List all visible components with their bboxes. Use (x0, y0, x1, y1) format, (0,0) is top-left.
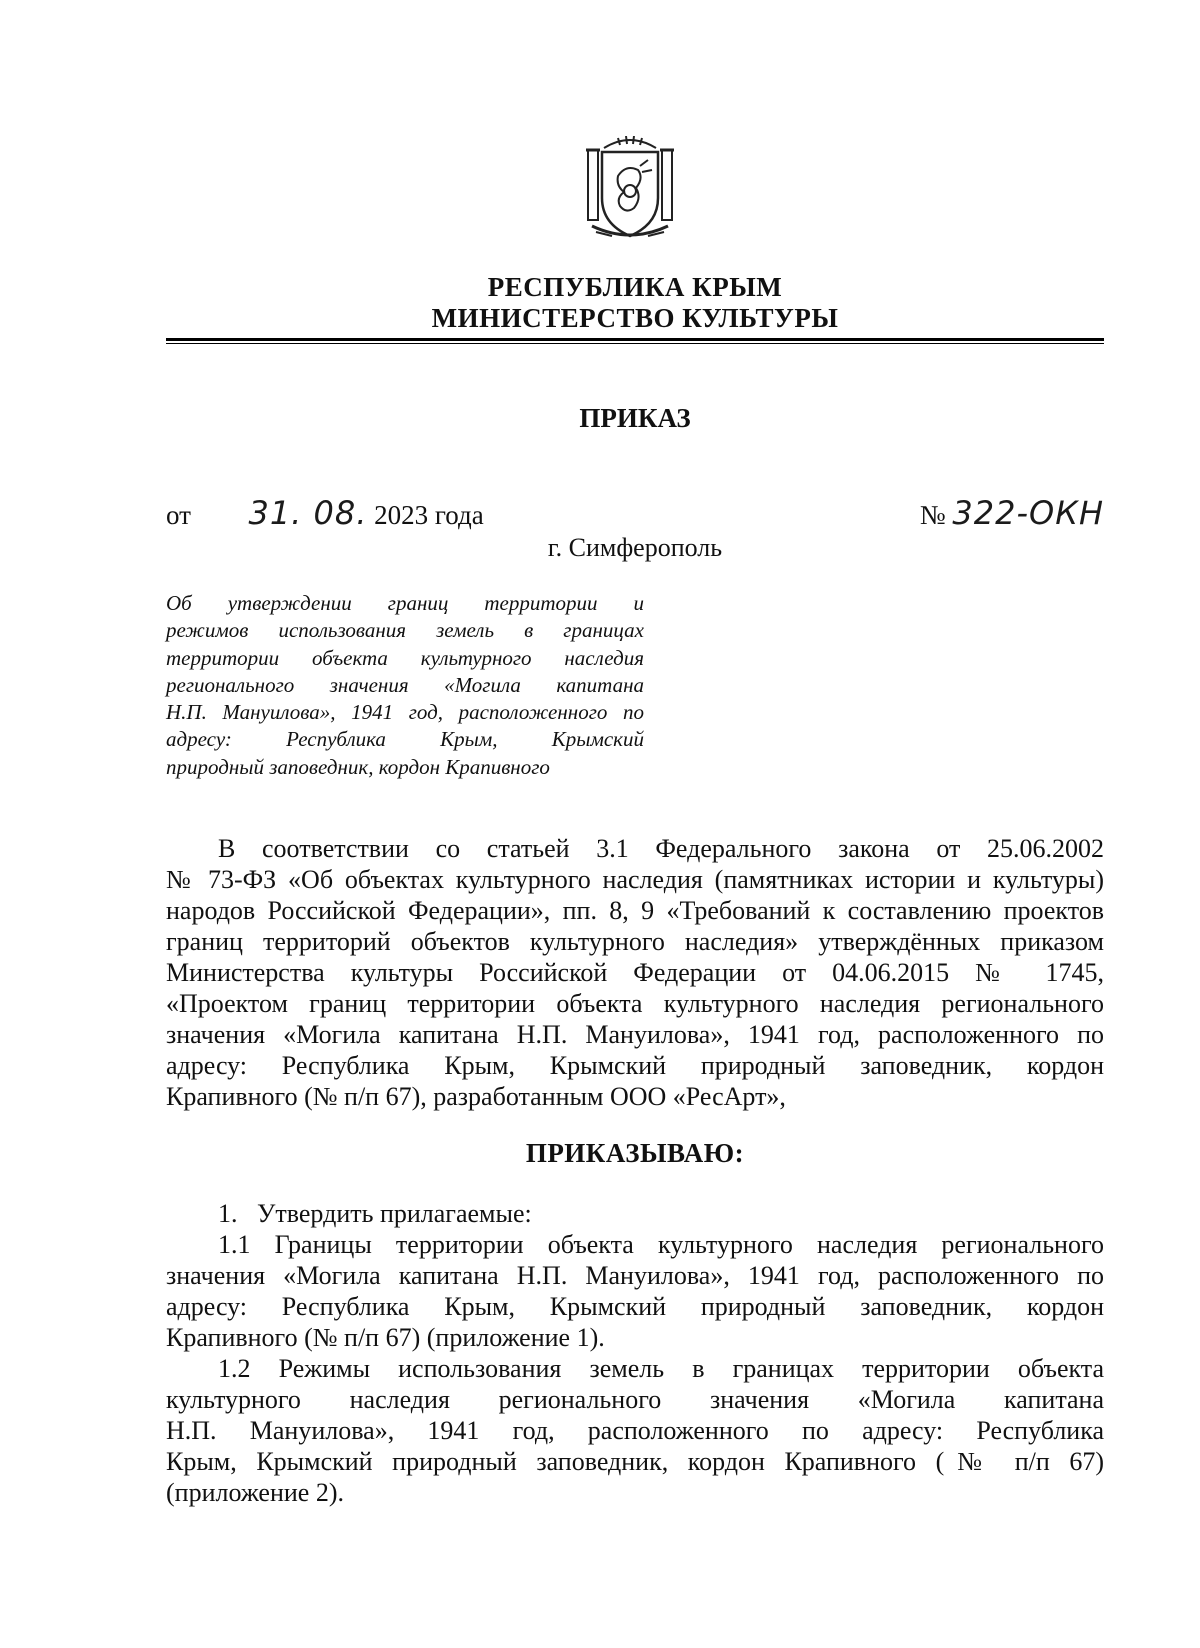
subject-line: природный заповедник, кордон Крапивного (166, 754, 550, 779)
city: г. Симферополь (547, 533, 723, 562)
item-1-2-line: Н.П. Мануилова», 1941 год, расположенного по адресу: Республика (166, 1416, 1104, 1445)
item-1-1-line: адресу: Республика Крым, Крымский природный заповедник, кордон (166, 1292, 1104, 1321)
date-year: 2023 года (374, 500, 484, 530)
order-items (166, 1198, 1104, 1508)
item-1-1-line: значения «Могила капитана Н.П. Мануилова», 1941 год, расположенного по (166, 1261, 1104, 1290)
subject-line: территории объекта культурного наследия (166, 645, 644, 670)
document-type: ПРИКАЗ (579, 403, 691, 433)
header-divider-thin (166, 343, 1104, 344)
preamble-line: границ территорий объектов культурного наследия» утверждённых приказом (166, 927, 1104, 956)
item-1: 1. Утвердить прилагаемые: (218, 1199, 532, 1228)
subject-line: Об утверждении границ территории и (166, 591, 644, 615)
order-number (920, 494, 1104, 532)
number-prefix: № (919, 500, 946, 530)
ministry-title: МИНИСТЕРСТВО КУЛЬТУРЫ (431, 303, 839, 333)
order-date (166, 494, 484, 532)
preamble-paragraph (166, 833, 1104, 1112)
preamble-line: адресу: Республика Крым, Крымский природный заповедник, кордон (166, 1051, 1104, 1080)
preamble-line: Крапивного (№ п/п 67), разработанным ООО «РесАрт», (166, 1082, 786, 1111)
subject-line: адресу: Республика Крым, Крымский (166, 727, 644, 752)
order-heading: ПРИКАЗЫВАЮ: (525, 1138, 745, 1168)
header-divider-thick (166, 338, 1104, 341)
republic-title: РЕСПУБЛИКА КРЫМ (487, 272, 783, 302)
item-1-2-line: (приложение 2). (166, 1478, 345, 1507)
item-1-2-line: 1.2 Режимы использования земель в границах территории объекта (218, 1354, 1104, 1383)
preamble-line: Министерства культуры Российской Федерации от 04.06.2015 № 1745, (166, 958, 1104, 987)
handwritten-date: 31. 08. (248, 494, 368, 532)
crimea-coat-of-arms-icon (582, 136, 678, 246)
date-prefix: от (166, 500, 191, 530)
subject-line: Н.П. Мануилова», 1941 год, расположенного по (166, 700, 644, 725)
order-subject (166, 590, 644, 781)
preamble-line: № 73-ФЗ «Об объектах культурного наследия (памятниках истории и культуры) (166, 865, 1104, 894)
item-1-2-line: культурного наследия регионального значения «Могила капитана (166, 1385, 1104, 1414)
handwritten-number: 322-ОКН (952, 494, 1104, 532)
item-1-2-line: Крым, Крымский природный заповедник, кордон Крапивного (№ п/п 67) (166, 1447, 1104, 1476)
subject-line: регионального значения «Могила капитана (166, 672, 644, 697)
preamble-line: народов Российской Федерации», пп. 8, 9 «Требований к составлению проектов (166, 896, 1104, 925)
subject-line: режимов использования земель в границах (166, 618, 644, 643)
item-1-1-line: 1.1 Границы территории объекта культурного наследия регионального (218, 1230, 1104, 1259)
preamble-line: «Проектом границ территории объекта культурного наследия регионального (166, 989, 1104, 1018)
preamble-line: В соответствии со статьей 3.1 Федерального закона от 25.06.2002 (218, 834, 1104, 863)
item-1-1-line: Крапивного (№ п/п 67) (приложение 1). (166, 1323, 605, 1352)
preamble-line: значения «Могила капитана Н.П. Мануилова», 1941 год, расположенного по (166, 1020, 1104, 1049)
